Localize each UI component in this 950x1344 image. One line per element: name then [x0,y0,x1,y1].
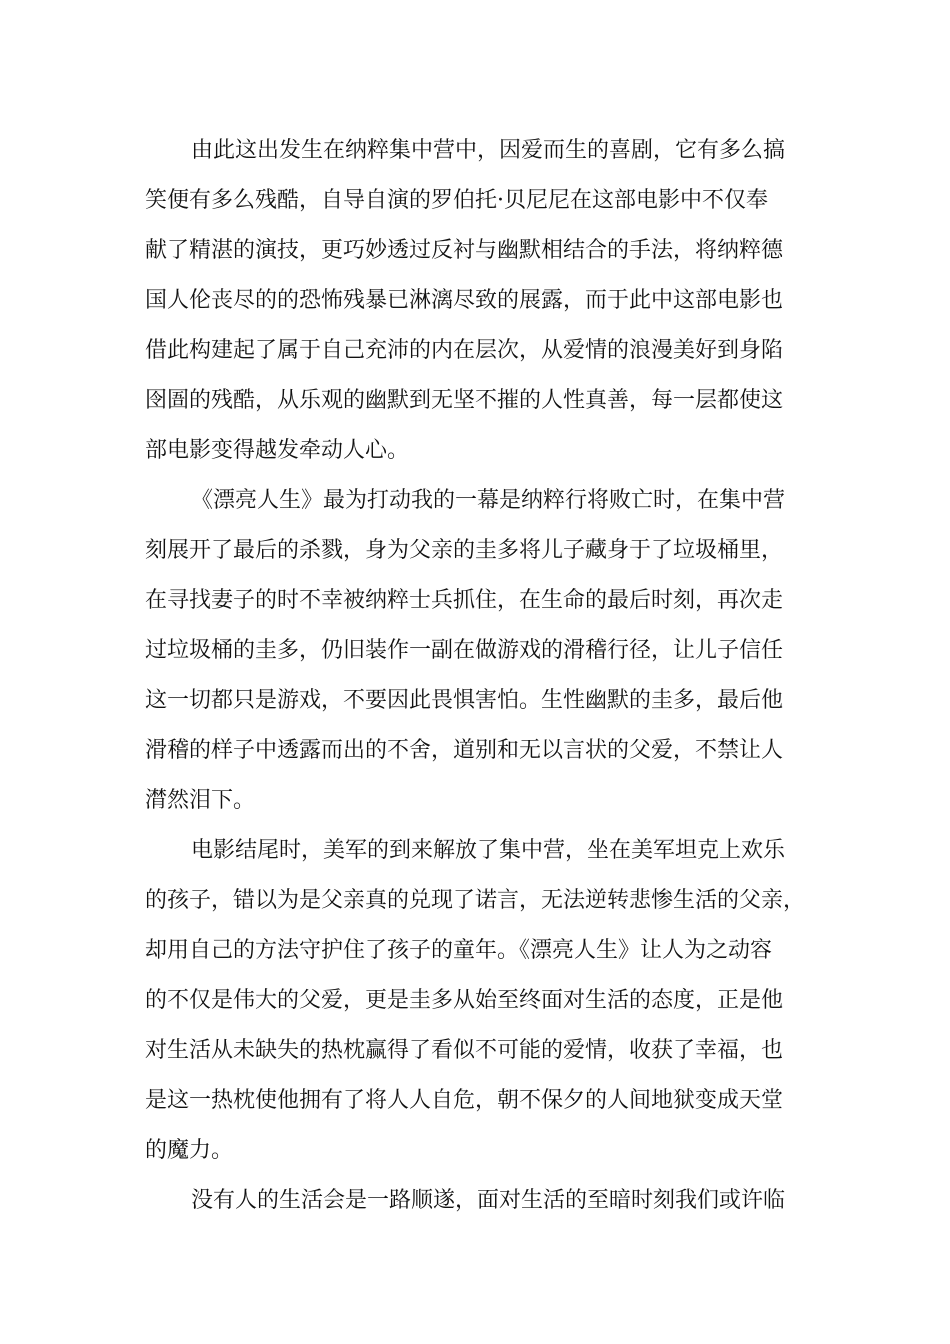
paragraph-line: 在寻找妻子的时不幸被纳粹士兵抓住，在生命的最后时刻，再次走 [145,588,784,613]
paragraph-line: 部电影变得越发牵动人心。 [145,438,410,463]
paragraph-line: 国人伦丧尽的的恐怖残暴已淋漓尽致的展露，而于此中这部电影也 [145,288,784,313]
paragraph-line: 潸然泪下。 [145,788,256,813]
paragraph-line: 献了精湛的演技，更巧妙透过反衬与幽默相结合的手法，将纳粹德 [145,238,784,263]
paragraph-line: 的魔力。 [145,1138,234,1163]
paragraph-line: 的不仅是伟大的父爱，更是圭多从始至终面对生活的态度，正是他 [145,988,784,1013]
paragraph-line: 没有人的生活会是一路顺遂，面对生活的至暗时刻我们或许临 [191,1188,786,1213]
paragraph-line: 电影结尾时，美军的到来解放了集中营，坐在美军坦克上欢乐 [191,838,786,863]
paragraph-line: 笑便有多么残酷，自导自演的罗伯托·贝尼尼在这部电影中不仅奉 [145,188,768,213]
paragraph-line: 是这一热枕使他拥有了将人人自危，朝不保夕的人间地狱变成天堂 [145,1088,784,1113]
paragraph-line: 过垃圾桶的圭多，仍旧装作一副在做游戏的滑稽行径，让儿子信任 [145,638,784,663]
paragraph-line: 由此这出发生在纳粹集中营中，因爱而生的喜剧，它有多么搞 [191,138,786,163]
paragraph-line: 借此构建起了属于自己充沛的内在层次，从爱情的浪漫美好到身陷 [145,338,784,363]
paragraph-line: 滑稽的样子中透露而出的不舍，道别和无以言状的父爱，不禁让人 [145,738,784,763]
paragraph-line: 这一切都只是游戏，不要因此畏惧害怕。生性幽默的圭多，最后他 [145,688,784,713]
paragraph-line: 刻展开了最后的杀戮，身为父亲的圭多将儿子藏身于了垃圾桶里， [145,538,784,563]
paragraph-line: 对生活从未缺失的热枕赢得了看似不可能的爱情，收获了幸福，也 [145,1038,784,1063]
paragraph-line: 《漂亮人生》最为打动我的一幕是纳粹行将败亡时，在集中营 [191,488,786,513]
paragraph-line: 囹圄的残酷，从乐观的幽默到无坚不摧的人性真善，每一层都使这 [145,388,784,413]
paragraph-line: 却用自己的方法守护住了孩子的童年。《漂亮人生》让人为之动容 [145,938,773,963]
paragraph-line: 的孩子，错以为是父亲真的兑现了诺言，无法逆转悲惨生活的父亲， [145,888,806,913]
